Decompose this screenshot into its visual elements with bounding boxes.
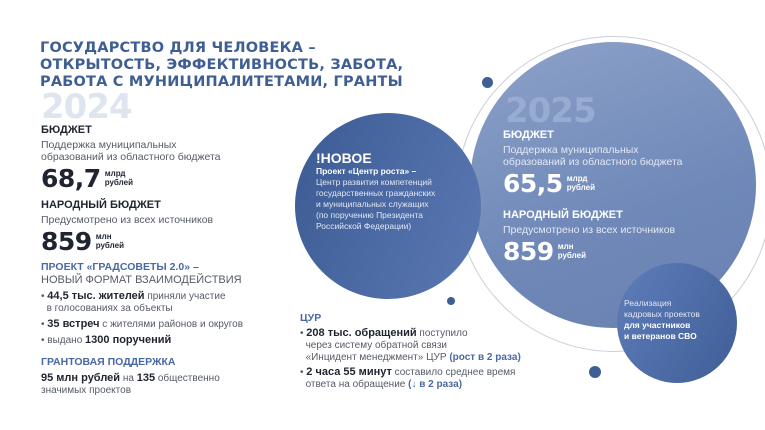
text: млн <box>95 232 112 241</box>
text: 208 тыс. обращений <box>306 327 417 339</box>
gradsovety-section: ПРОЕКТ «ГРАДСОВЕТЫ 2.0» – НОВЫЙ ФОРМАТ ВЗАИМОДЕЙСТВИЯ • 44,5 тыс. жителей приняли участие в голосованиях за объекты • 35 встреч с жителями районов и округов • выдано 1300 поручений <box>41 261 244 346</box>
people-budget-2024 <box>41 199 213 256</box>
text: и ветеранов СВО <box>624 331 697 341</box>
text: в голосованиях за объекты <box>46 303 173 314</box>
cur-section: ЦУР • 208 тыс. обращений поступило через систему обратной связи «Инцидент менеджмент» ЦУР (рост в 2 раза) • 2 часа 55 минут составило среднее время ответа на обращение (↓ в 2 раза) <box>300 312 521 390</box>
budget-2025 <box>503 129 683 198</box>
text: Реализация <box>624 298 672 308</box>
text: 35 встреч <box>47 318 100 330</box>
text: ПРОЕКТ «ГРАДСОВЕТЫ 2.0» – <box>41 261 199 273</box>
text: «Инцидент менеджмент» ЦУР <box>305 352 450 363</box>
text: ответа на обращение <box>305 379 409 390</box>
text: значимых проектов <box>41 385 132 396</box>
text: кадровых проектов <box>624 309 700 319</box>
text: через систему обратной связи <box>305 340 447 351</box>
text: ГРАНТОВАЯ ПОДДЕРЖКА <box>41 356 176 368</box>
text: рублей <box>104 178 134 187</box>
text: образований из областного бюджета <box>41 151 221 163</box>
text: БЮДЖЕТ <box>41 124 92 136</box>
text: общественно <box>155 373 220 384</box>
text: рублей <box>557 251 587 260</box>
text: НАРОДНЫЙ БЮДЖЕТ <box>503 209 623 221</box>
text: 1300 поручений <box>85 334 172 346</box>
new-section <box>316 150 435 232</box>
text: 95 млн рублей <box>41 372 121 384</box>
text: ЦУР <box>300 312 322 324</box>
text: Предусмотрено из всех источников <box>41 214 214 226</box>
svo-section <box>624 298 700 342</box>
budget-2024 <box>41 124 221 193</box>
text: БЮДЖЕТ <box>503 129 554 141</box>
text: НОВЫЙ ФОРМАТ ВЗАИМОДЕЙСТВИЯ <box>41 274 242 286</box>
text: приняли участие <box>144 291 226 302</box>
text: Проект «Центр роста» – <box>316 166 417 176</box>
text: Предусмотрено из всех источников <box>503 224 676 236</box>
text: ОТКРЫТОСТЬ, ЭФФЕКТИВНОСТЬ, ЗАБОТА, <box>40 57 404 73</box>
text: государственных гражданских <box>316 188 436 198</box>
text: выдано <box>47 335 86 346</box>
text: 2 часа 55 минут <box>306 366 392 378</box>
text: 135 <box>136 372 156 384</box>
year-2025: 2025 <box>505 91 596 131</box>
text: 859 <box>41 226 92 256</box>
dot <box>447 297 455 305</box>
text: образований из областного бюджета <box>503 156 683 168</box>
text: с жителями районов и округов <box>99 319 244 330</box>
text: млрд <box>566 174 588 183</box>
text: и муниципальных служащих <box>316 199 429 209</box>
text: 44,5 тыс. жителей <box>47 290 145 302</box>
text: 68,7 <box>41 163 101 193</box>
text: РАБОТА С МУНИЦИПАЛИТЕТАМИ, ГРАНТЫ <box>40 74 403 90</box>
year-2024: 2024 <box>41 87 132 127</box>
page-title <box>40 40 403 91</box>
text: Поддержка муниципальных <box>41 139 177 151</box>
text: для участников <box>624 320 691 330</box>
text: млрд <box>104 169 126 178</box>
text: (рост в 2 раза) <box>449 352 521 363</box>
text: (↓ в 2 раза) <box>408 379 463 390</box>
text: НАРОДНЫЙ БЮДЖЕТ <box>41 199 161 211</box>
text: Российской Федерации) <box>316 221 412 231</box>
dot <box>589 366 601 378</box>
text: ГОСУДАРСТВО ДЛЯ ЧЕЛОВЕКА – <box>40 40 316 56</box>
text: рублей <box>95 241 125 250</box>
text: млн <box>557 242 574 251</box>
text: (по поручению Президента <box>316 210 423 220</box>
grant-section <box>41 356 220 397</box>
dot <box>482 77 493 88</box>
text: поступило <box>416 328 468 339</box>
text: рублей <box>566 183 596 192</box>
people-budget-2025 <box>503 209 675 266</box>
text: 65,5 <box>503 168 563 198</box>
text: 859 <box>503 236 554 266</box>
text: Поддержка муниципальных <box>503 144 639 156</box>
text: на <box>120 373 137 384</box>
text: !НОВОЕ <box>316 150 372 166</box>
text: Центр развития компетенций <box>316 177 432 187</box>
text: составило среднее время <box>391 367 516 378</box>
